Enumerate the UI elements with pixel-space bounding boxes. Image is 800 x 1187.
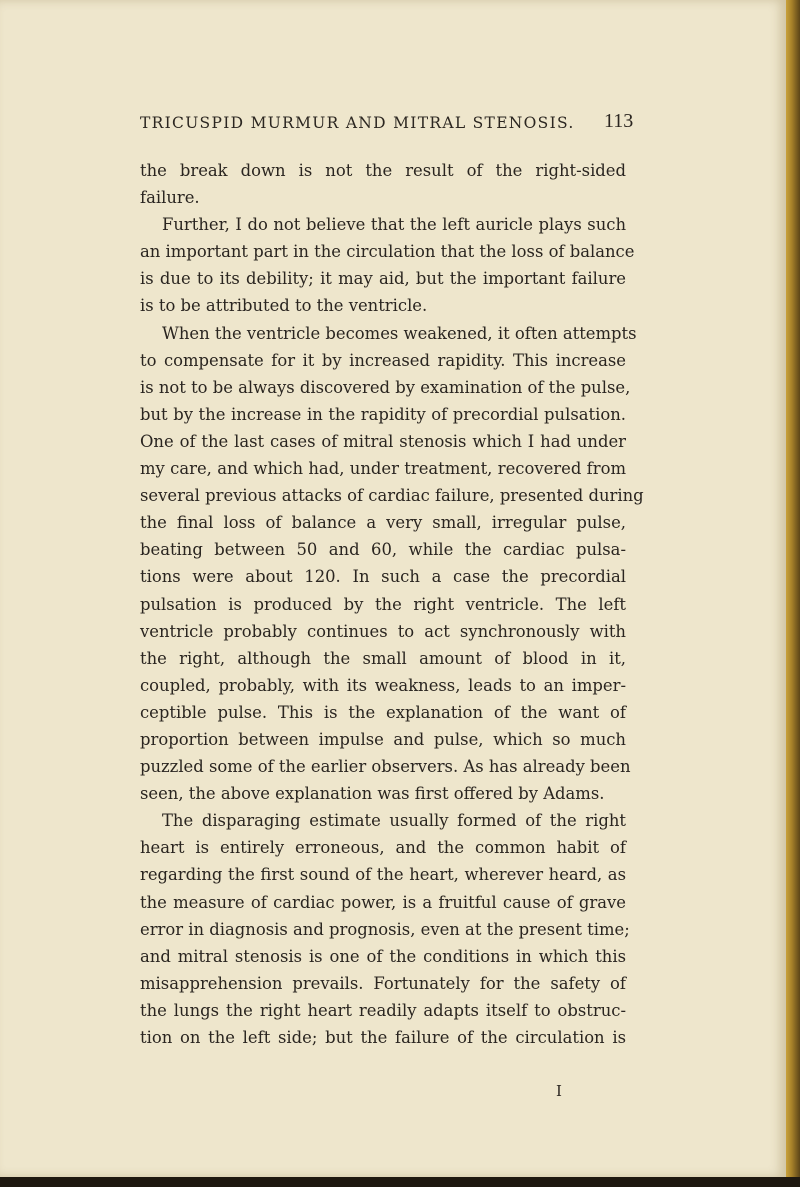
text-line: my care, and which had, under treatment, recovered from bbox=[140, 459, 626, 479]
text-line: regarding the first sound of the heart, wherever heard, as bbox=[140, 865, 626, 885]
text-line: error in diagnosis and prognosis, even at the present time; bbox=[140, 919, 630, 939]
text-line: Further, I do not believe that the left auricle plays such bbox=[162, 215, 626, 235]
text-line: is not to be always discovered by examination of the pulse, bbox=[140, 377, 631, 397]
running-header: TRICUSPID MURMUR AND MITRAL STENOSIS. bbox=[140, 114, 575, 132]
text-line: puzzled some of the earlier observers. As has already been bbox=[140, 757, 631, 777]
bottom-edge bbox=[0, 1177, 800, 1187]
text-line: an important part in the circulation that the loss of balance bbox=[140, 242, 635, 262]
text-line: When the ventricle becomes weakened, it often attempts bbox=[162, 323, 637, 343]
text-line: beating between 50 and 60, while the cardiac pulsa- bbox=[140, 540, 626, 560]
text-line: is to be attributed to the ventricle. bbox=[140, 296, 428, 316]
text-line: The disparaging estimate usually formed of the right bbox=[162, 811, 626, 831]
text-line: the break down is not the result of the right-sided bbox=[140, 161, 626, 180]
signature-mark: I bbox=[556, 1082, 562, 1100]
text-line: misapprehension prevails. Fortunately for the safety of bbox=[140, 973, 626, 993]
text-line: the lungs the right heart readily adapts itself to obstruc- bbox=[140, 1000, 626, 1020]
text-line: proportion between impulse and pulse, which so much bbox=[140, 729, 626, 749]
text-line: the final loss of balance a very small, irregular pulse, bbox=[140, 513, 626, 533]
text-line: tions were about 120. In such a case the precordial bbox=[140, 567, 626, 587]
text-line: is due to its debility; it may aid, but the important failure bbox=[140, 269, 626, 289]
text-line: the measure of cardiac power, is a fruitful cause of grave bbox=[140, 892, 626, 912]
text-line: ventricle probably continues to act synchronously with bbox=[140, 621, 626, 641]
text-line: but by the increase in the rapidity of precordial pulsation. bbox=[140, 404, 626, 424]
text-line: ceptible pulse. This is the explanation of the want of bbox=[140, 702, 626, 722]
text-line: pulsation is produced by the right ventricle. The left bbox=[140, 594, 626, 614]
page-edge bbox=[786, 0, 800, 1187]
text-line: tion on the left side; but the failure of the circulation is bbox=[140, 1028, 626, 1047]
text-line: failure. bbox=[140, 188, 200, 208]
text-line: coupled, probably, with its weakness, leads to an imper- bbox=[140, 675, 626, 695]
body-text bbox=[140, 157, 644, 1051]
page-number: 113 bbox=[604, 110, 634, 132]
text-line: the right, although the small amount of blood in it, bbox=[140, 648, 626, 668]
text-line: heart is entirely erroneous, and the common habit of bbox=[140, 838, 626, 858]
text-line: several previous attacks of cardiac failure, presented during bbox=[140, 486, 644, 506]
text-line: One of the last cases of mitral stenosis which I had under bbox=[140, 431, 626, 451]
text-line: seen, the above explanation was first offered by Adams. bbox=[140, 784, 605, 804]
text-line: to compensate for it by increased rapidity. This increase bbox=[140, 350, 626, 370]
text-line: and mitral stenosis is one of the conditions in which this bbox=[140, 946, 626, 966]
